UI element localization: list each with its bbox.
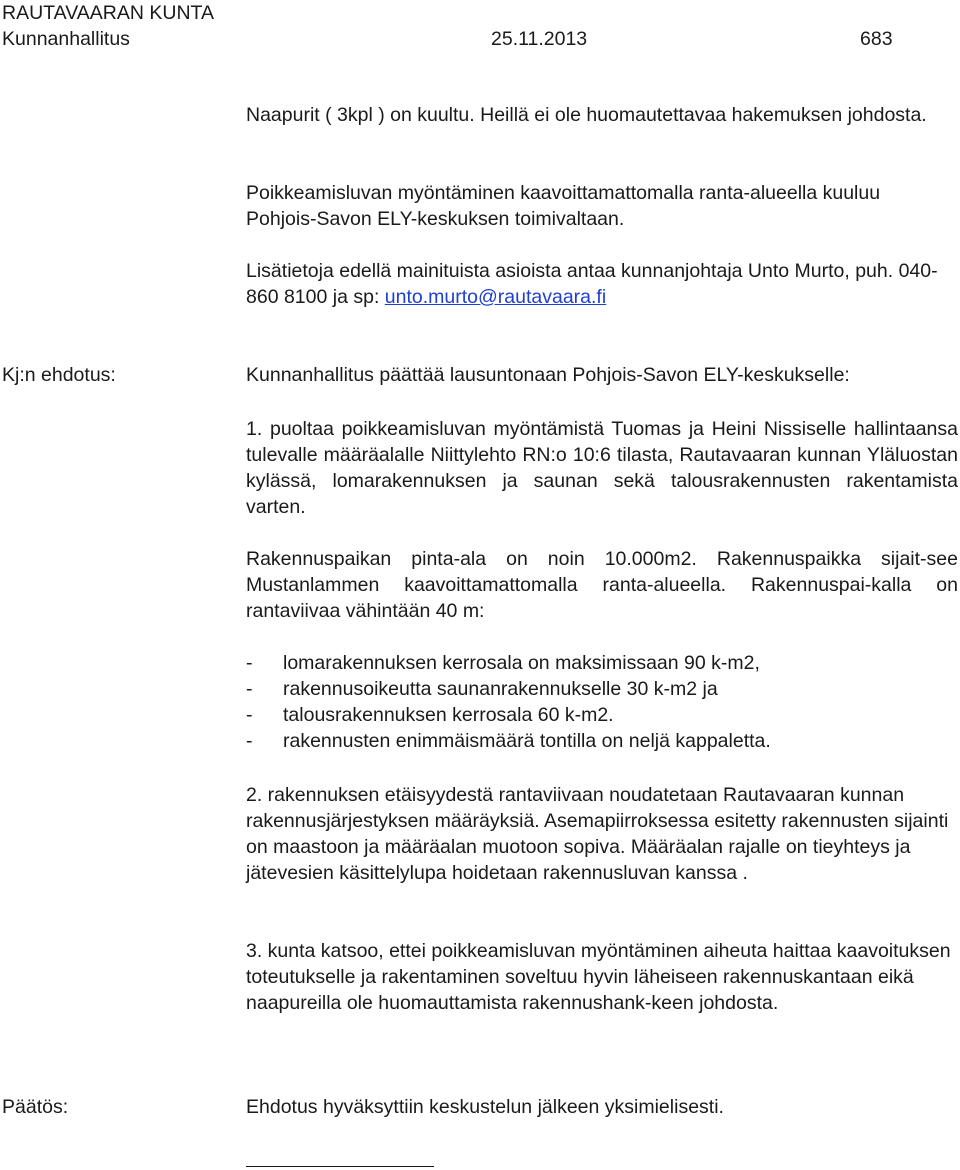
- proposal-label: Kj:n ehdotus:: [2, 364, 116, 386]
- page-number: 683: [860, 28, 893, 50]
- jurisdiction-paragraph: Poikkeamisluvan myöntäminen kaavoittamattomalla ranta-alueella kuuluu Pohjois-Savon ELY-keskuksen toimivaltaan.: [246, 182, 881, 230]
- proposal-item-3: 3. kunta katsoo, ettei poikkeamisluvan myöntäminen aiheuta haittaa kaavoituksen toteutukselle ja rakentaminen soveltuu hyvin läheiseen rakennuskantaan eikä naapureilla ole huomauttamista rakennushank-keen johdosta.: [246, 940, 951, 1014]
- proposal-lead: Kunnanhallitus päättää lausuntonaan Pohjois-Savon ELY-keskukselle:: [246, 364, 850, 386]
- dash-list: [246, 650, 958, 754]
- signature-line: [246, 1166, 434, 1167]
- neighbours-paragraph: Naapurit ( 3kpl ) on kuultu. Heillä ei ole huomautettavaa hakemuksen johdosta.: [246, 104, 927, 126]
- email-link[interactable]: unto.murto@rautavaara.fi: [384, 286, 607, 308]
- proposal-item-2: 2. rakennuksen etäisyydestä rantaviivaan noudatetaan Rautavaaran kunnan rakennusjärjestyksen määräyksiä. Asemapiirroksessa esitetty rakennusten sijainti on maastoon ja määräalan muotoon sopiva. Määräalan rajalle on tieyhteys ja jätevesien käsittelylupa hoidetaan rakennusluvan kanssa .: [246, 784, 949, 884]
- contact-paragraph: [246, 258, 946, 310]
- list-item: - rakennusten enimmäismäärä tontilla on neljä kappaletta.: [246, 730, 771, 752]
- contact-text: Lisätietoja edellä mainituista asioista antaa kunnanjohtaja Unto Murto, puh. 040-860 8100 ja sp:: [246, 260, 938, 308]
- committee-name: Kunnanhallitus: [2, 28, 130, 50]
- list-item: - lomarakennuksen kerrosala on maksimissaan 90 k-m2,: [246, 652, 760, 674]
- meeting-date: 25.11.2013: [491, 28, 588, 50]
- list-item: - talousrakennuksen kerrosala 60 k-m2.: [246, 704, 614, 726]
- decision-text: Ehdotus hyväksyttiin keskustelun jälkeen yksimielisesti.: [246, 1096, 724, 1118]
- proposal-item-1-detail: Rakennuspaikan pinta-ala on noin 10.000m2. Rakennuspaikka sijait-see Mustanlammen kaavoittamattomalla ranta-alueella. Rakennuspai-kalla on rantaviivaa vähintään 40 m:: [246, 548, 958, 622]
- proposal-item-1: 1. puoltaa poikkeamisluvan myöntämistä Tuomas ja Heini Nissiselle hallintaansa tulevalle määräalalle Niittylehto RN:o 10:6 tilasta, Rautavaaran kunnan Yläluostan kylässä, lomarakennuksen ja saunan sekä talousrakennusten rakentamista varten.: [246, 418, 958, 518]
- list-item: - rakennusoikeutta saunanrakennukselle 30 k-m2 ja: [246, 678, 718, 700]
- decision-label: Päätös:: [2, 1096, 69, 1118]
- organization-name: RAUTAVAARAN KUNTA: [2, 2, 214, 24]
